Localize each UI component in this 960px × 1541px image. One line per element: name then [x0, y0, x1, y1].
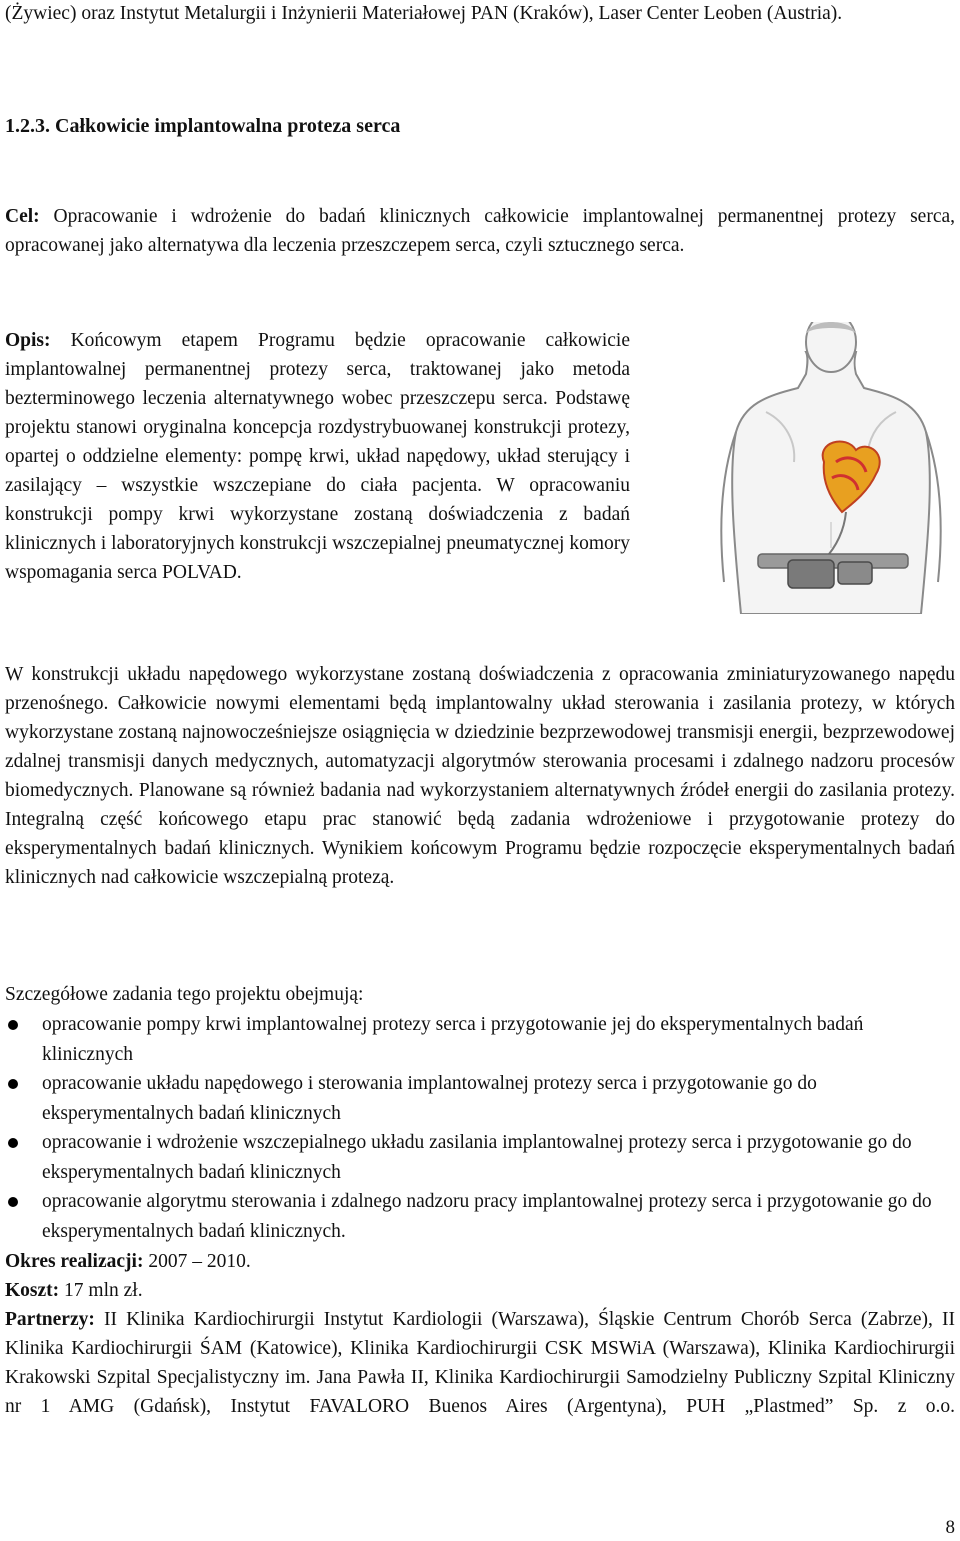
- period-label: Okres realizacji:: [5, 1251, 144, 1272]
- bullet-icon: [8, 1138, 18, 1148]
- goal-paragraph: [5, 202, 955, 260]
- list-item: [5, 1069, 955, 1128]
- task-text: opracowanie algorytmu sterowania i zdalnego nadzoru pracy implantowalnej protezy serca i przygotowanie go do eksperymentalnych badań klinicznych.: [42, 1191, 932, 1242]
- period-value: 2007 – 2010.: [148, 1251, 251, 1272]
- drive-paragraph: W konstrukcji układu napędowego wykorzystane zostaną doświadczenia z opracowania zminiaturyzowanego napędu przenośnego. Całkowicie nowymi elementami będą implantowalny układ sterowania i zasilania protezy, w których wykorzystane zostaną najnowocześniejsze osiągnięcia w dziedzinie bezprzewodowej transmisji energii, bezprzewodowej zdalnej transmisji danych medycznych, automatyzacji algorytmów sterowania procesami i zdalnego nadzoru procesów biomedycznych. Planowane są również badania nad wykorzystaniem alternatywnych źródeł energii do zasilania protezy. Integralną część końcowego etapu prac stanowić będą zadania wdrożeniowe i przygotowanie protezy do eksperymentalnych badań klinicznych. Wynikiem końcowym Programu będzie rozpoczęcie eksperymentalnych badań klinicznych nad całkowicie wszczepialną protezą.: [5, 664, 955, 888]
- cost-label: Koszt:: [5, 1280, 60, 1301]
- bullet-icon: [8, 1079, 18, 1089]
- partners-text: II Klinika Kardiochirurgii Instytut Kardiologii (Warszawa), Śląskie Centrum Chorób Serca (Zabrze), II Klinika Kardiochirurgii ŚAM (Katowice), Klinika Kardiochirurgii CSK MSWiA (Warszawa), Klinika Kardiochirurgii Krakowski Szpital Specjalistyczny im. Jana Pawła II, Klinika Kardiochirurgii Samodzielny Publiczny Szpital Kliniczny nr 1 AMG (Gdańsk), Instytut FAVALORO Buenos Aires (Argentyna), PUH „Plastmed” Sp. z o.o.: [5, 1309, 956, 1417]
- task-text: opracowanie układu napędowego i sterowania implantowalnej protezy serca i przygotowanie go do eksperymentalnych badań klinicznych: [42, 1073, 817, 1124]
- bullet-icon: [8, 1020, 18, 1030]
- intro-paragraph: (Żywiec) oraz Instytut Metalurgii i Inżynierii Materiałowej PAN (Kraków), Laser Center Leoben (Austria).: [5, 3, 843, 24]
- list-item: [5, 1128, 955, 1187]
- page-number: 8: [945, 1517, 955, 1538]
- tasks-intro: Szczegółowe zadania tego projektu obejmują:: [5, 984, 364, 1005]
- task-text: opracowanie pompy krwi implantowalnej protezy serca i przygotowanie jej do eksperymentalnych badań klinicznych: [42, 1014, 864, 1065]
- tasks-list: [5, 1010, 955, 1246]
- section-heading: 1.2.3. Całkowicie implantowalna proteza serca: [5, 115, 401, 137]
- description-text: Końcowym etapem Programu będzie opracowanie całkowicie implantowalnej permanentnej protezy serca, traktowanej jako metoda bezterminowego leczenia alternatywnego wobec przeszczepu serca. Podstawę projektu stanowi oryginalna koncepcja rozdystrybuowanej konstrukcji protezy, opartej o oddzielne elementy: pompę krwi, układ napędowy, układ sterujący i zasilający – wszystkie wszczepiane do ciała pacjenta. W opracowaniu konstrukcji pompy krwi wykorzystane zostaną doświadczenia z badań klinicznych i laboratoryjnych konstrukcji wszczepialnej pneumatycznej komory wspomagania serca POLVAD.: [5, 330, 630, 583]
- partners-label: Partnerzy:: [5, 1309, 95, 1330]
- partners-paragraph: [5, 1305, 955, 1421]
- goal-label: Cel:: [5, 206, 40, 227]
- task-text: opracowanie i wdrożenie wszczepialnego układu zasilania implantowalnej protezy serca i przygotowanie go do eksperymentalnych badań klinicznych: [42, 1132, 912, 1183]
- bullet-icon: [8, 1197, 18, 1207]
- description-label: Opis:: [5, 330, 51, 351]
- description-paragraph: [5, 326, 630, 587]
- list-item: [5, 1187, 955, 1246]
- period-line: [5, 1247, 955, 1276]
- goal-text: Opracowanie i wdrożenie do badań klinicznych całkowicie implantowalnej permanentnej protezy serca, opracowanej jako alternatywa dla leczenia przeszczepem serca, czyli sztucznego serca.: [5, 206, 956, 256]
- list-item: [5, 1010, 955, 1069]
- artificial-heart-illustration: [706, 322, 956, 614]
- cost-value: 17 mln zł.: [64, 1280, 143, 1301]
- cost-line: [5, 1276, 955, 1305]
